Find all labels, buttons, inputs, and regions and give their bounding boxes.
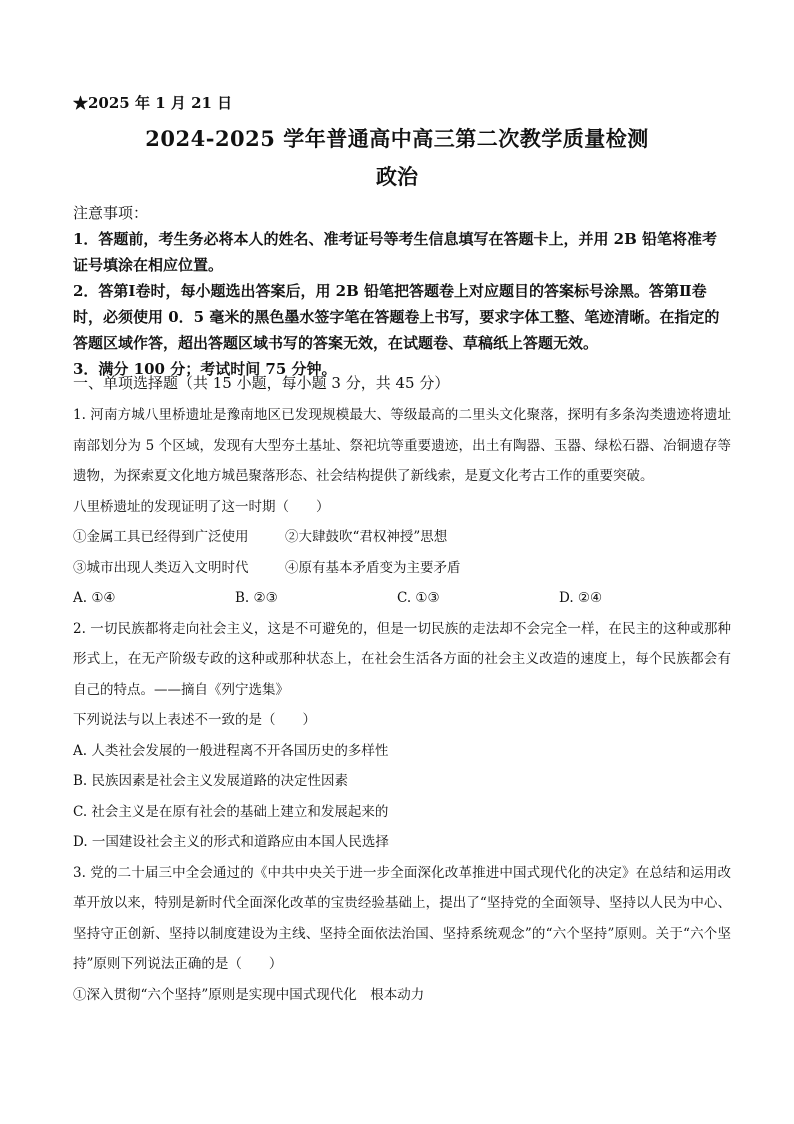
exam-date: ★2025 年 1 月 21 日: [73, 94, 233, 112]
q1-option-b[interactable]: B. ②③: [235, 590, 278, 606]
q1-stem: 1. 河南方城八里桥遗址是豫南地区已发现规模最大、等级最高的二里头文化聚落，探明有多条沟类遗迹将遗址南部划分为 5 个区域，发现有大型夯土基址、祭祀坑等重要遗迹，出土有陶器、玉器、绿松石器、冶铜遗存等遗物，为探索夏文化地方城邑聚落形态、社会结构提供了新线索，是夏文化考古工作的重要突破。: [73, 407, 731, 484]
notice-heading: 注意事项：: [73, 204, 149, 222]
q1-statements-row-1: [73, 522, 731, 553]
q1-statement-1: ①金属工具已经得到广泛使用: [73, 529, 249, 545]
q1-statements-row-2: [73, 553, 731, 584]
notice-item-1: 1．答题前，考生务必将本人的姓名、准考证号等考生信息填写在答题卡上，并用 2B 铅笔将准考证号填涂在相应位置。: [73, 230, 718, 274]
q1-options: [73, 583, 731, 614]
q2-option-a[interactable]: A. 人类社会发展的一般进程离不开各国历史的多样性: [73, 742, 389, 759]
q2-question: 下列说法与以上表述不一致的是（ ）: [73, 712, 316, 728]
q2-option-c[interactable]: C. 社会主义是在原有社会的基础上建立和发展起来的: [73, 803, 389, 820]
q2-option-d[interactable]: D. 一国建设社会主义的形式和道路应由本国人民选择: [73, 834, 389, 850]
q1-question: 八里桥遗址的发现证明了这一时期（ ）: [73, 498, 330, 515]
q1-statement-3: ③城市出现人类迈入文明时代: [73, 559, 249, 576]
notice-block: [73, 200, 729, 382]
q3-statement-1: ①深入贯彻“六个坚持”原则是实现中国式现代化 根本动力: [73, 986, 425, 1003]
q2-option-b[interactable]: B. 民族因素是社会主义发展道路的决定性因素: [73, 773, 349, 789]
exam-subject: 政治: [376, 164, 418, 189]
notice-item-2: 2．答第Ⅰ卷时，每小题选出答案后，用 2B 铅笔把答题卷上对应题目的答案标号涂黑。答第Ⅱ卷时，必须使用 0．5 毫米的黑色墨水签字笔在答题卷上书写，要求字体工整、笔迹清晰。在指定的答题区域作答，超出答题区域书写的答案无效，在试题卷、草稿纸上答题无效。: [73, 282, 720, 352]
q3-stem: 3. 党的二十届三中全会通过的《中共中央关于进一步全面深化改革推进中国式现代化的决定》在总结和运用改革开放以来，特别是新时代全面深化改革的宝贵经验基础上，提出了“坚持党的全面领导、坚持以人民为中心、坚持守正创新、坚持以制度建设为主线、坚持全面依法治国、坚持系统观念”的“六个坚持”原则。关于“六个坚持”原则下列说法正确的是（ ）: [73, 864, 731, 972]
q1-option-a[interactable]: A. ①④: [73, 590, 116, 606]
q1-statement-4: ④原有基本矛盾变为主要矛盾: [285, 559, 461, 576]
q1-statement-2: ②大肆鼓吹“君权神授”思想: [285, 529, 448, 545]
exam-title: 2024-2025 学年普通高中高三第二次教学质量检测: [145, 126, 649, 151]
q1-option-c[interactable]: C. ①③: [397, 590, 440, 606]
notice-item-3: 3．满分 100 分；考试时间 75 分钟。: [73, 360, 337, 378]
q2-stem: 2. 一切民族都将走向社会主义，这是不可避免的，但是一切民族的走法却不会完全一样，在民主的这种或那种形式上，在无产阶级专政的这种或那种状态上，在社会生活各方面的社会主义改造的速度上，每个民族都会有自己的特点。——摘自《列宁选集》: [73, 620, 731, 698]
q1-option-d[interactable]: D. ②④: [559, 590, 603, 606]
questions-block: [73, 400, 731, 1010]
section-heading: 一、单项选择题（共 15 小题，每小题 3 分，共 45 分）: [73, 374, 450, 392]
